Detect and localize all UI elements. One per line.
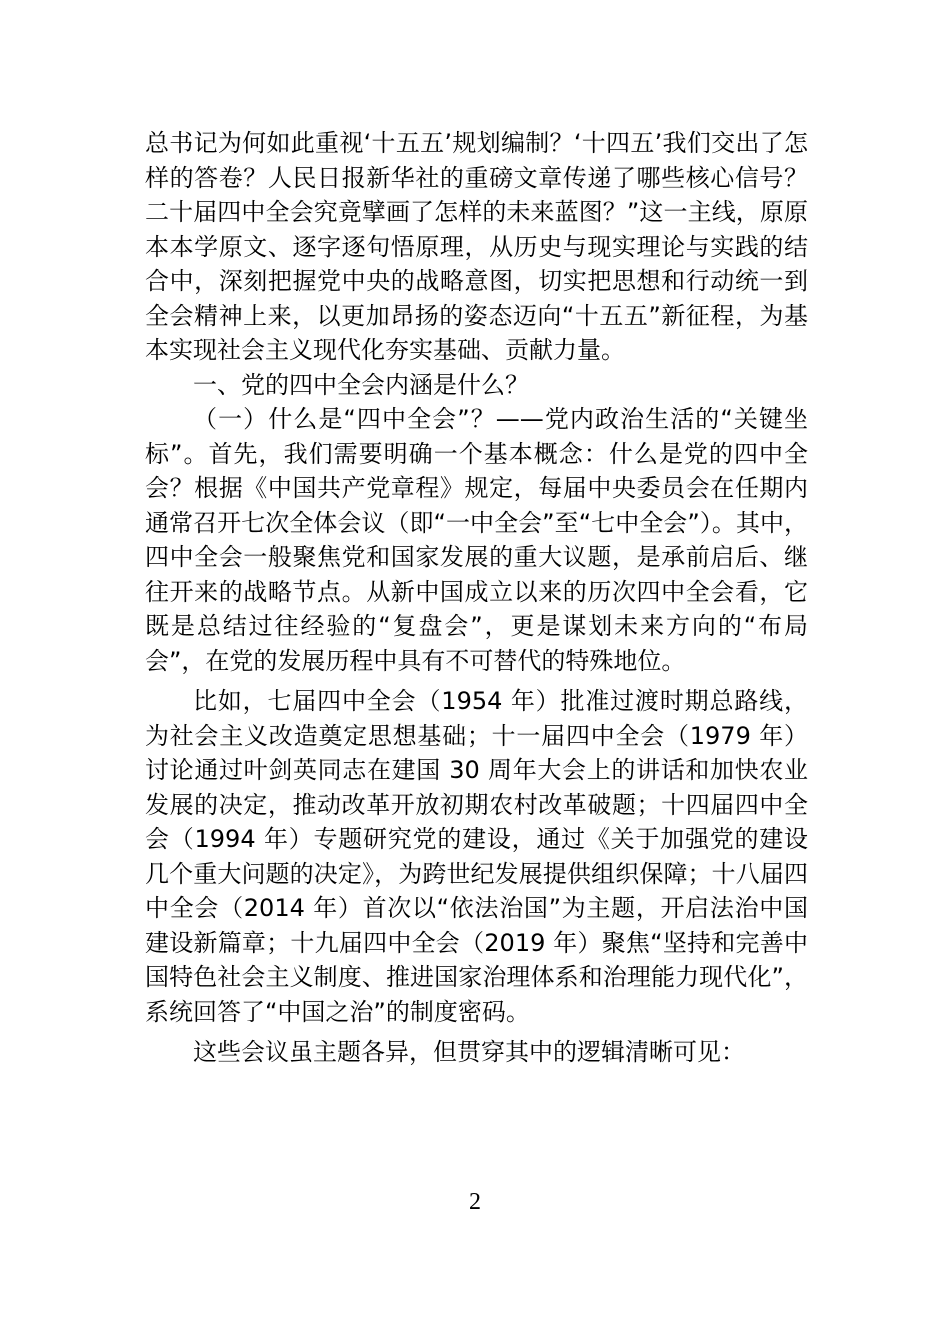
body-text xyxy=(145,126,808,1070)
page-number: 2 xyxy=(469,1189,481,1215)
subsection-paragraph: （一）什么是“四中全会”？——党内政治生活的“关键坐标”。首先，我们需要明确一个基本概念：什么是党的四中全会？根据《中国共产党章程》规定，每届中央委员会在任期内通常召开七次全体会议（即“一中全会”至“七中全会”）。其中，四中全会一般聚焦党和国家发展的重大议题，是承前启后、继往开来的战略节点。从新中国成立以来的历次四中全会看，它既是总结过往经验的“复盘会”，更是谋划未来方向的“布局会”，在党的发展历程中具有不可替代的特殊地位。 xyxy=(145,405,808,675)
section-heading: 一、党的四中全会内涵是什么？ xyxy=(193,370,529,399)
intro-paragraph: 总书记为何如此重视‘十五五’规划编制？‘十四五’我们交出了怎样的答卷？人民日报新华社的重磅文章传递了哪些核心信号？二十届四中全会究竟擘画了怎样的未来蓝图？”这一主线，原原本本学原文、逐字逐句悟原理，从历史与现实理论与实践的结合中，深刻把握党中央的战略意图，切实把思想和行动统一到全会精神上来，以更加昂扬的姿态迈向“十五五”新征程，为基本实现社会主义现代化夯实基础、贡献力量。 xyxy=(145,129,808,364)
examples-paragraph: 比如，七届四中全会（1954 年）批准过渡时期总路线，为社会主义改造奠定思想基础；十一届四中全会（1979 年）讨论通过叶剑英同志在建国 30 周年大会上的讲话和加快农业发展的决定，推动改革开放初期农村改革破题；十四届四中全会（1994 年）专题研究党的建设，通过《关于加强党的建设几个重大问题的决定》，为跨世纪发展提供组织保障；十八届四中全会（2014 年）首次以“依法治国”为主题，开启法治中国建设新篇章；十九届四中全会（2019 年）聚焦“坚持和完善中国特色社会主义制度、推进国家治理体系和治理能力现代化”，系统回答了“中国之治”的制度密码。 xyxy=(145,687,808,1026)
summary-paragraph: 这些会议虽主题各异，但贯穿其中的逻辑清晰可见： xyxy=(193,1038,745,1066)
